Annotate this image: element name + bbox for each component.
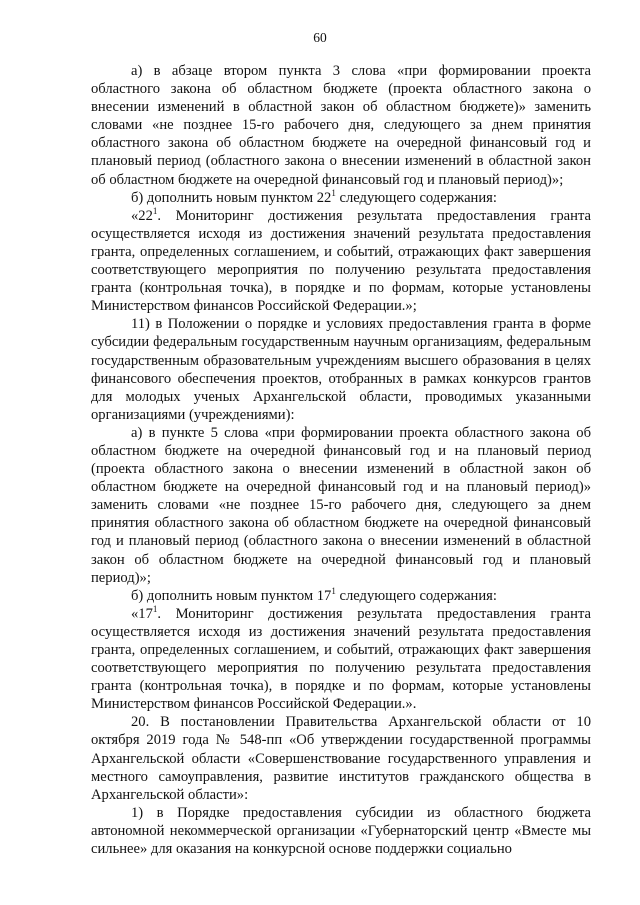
paragraph-17-1 bbox=[91, 605, 591, 714]
paragraph-text: следующего содержания: bbox=[335, 189, 497, 206]
superscript: 1 bbox=[331, 187, 336, 198]
paragraph-1b bbox=[91, 189, 591, 207]
paragraph-20-1: 1) в Порядке предоставления субсидии из областного бюджета автономной некоммерческой организации «Губернаторский центр «Вместе мы сильнее» для оказания на конкурсной основе поддержки социально bbox=[91, 804, 591, 858]
paragraph-text: б) дополнить новым пунктом 22 bbox=[131, 189, 332, 206]
paragraph-text: «22 bbox=[131, 207, 153, 224]
superscript: 1 bbox=[331, 585, 336, 596]
superscript: 1 bbox=[152, 205, 158, 216]
paragraph-text: следующего содержания: bbox=[335, 587, 497, 604]
paragraph-11a: а) в пункте 5 слова «при формировании проекта областного закона об областном бюджете на очередной финансовый год и на плановый период (проекта областного закона о внесении изменений в областной закон об областном бюджете на очередной финансовый год и на плановый период)» заменить словами «не позднее 15-го рабочего дня, следующего за днем принятия областного закона об областном бюджете на очередной финансовый год и плановый период (областного закона о внесении изменений в областной закон об областном бюджете на очередной финансовый год и плановый период)»; bbox=[91, 424, 591, 586]
page-number: 60 bbox=[313, 30, 327, 45]
paragraph-text: . Мониторинг достижения результата предоставления гранта осуществляется исходя из достижения значений результата предоставления гранта, определенных соглашением, и событий, отражающих факт завершения соответствующего мероприятия по получению результата предоставления гранта (контрольная точка), в порядке и по формам, которые установлены Министерством финансов Российской Федерации.»; bbox=[91, 207, 591, 315]
paragraph-text: б) дополнить новым пунктом 17 bbox=[131, 587, 332, 604]
paragraph-11: 11) в Положении о порядке и условиях предоставления гранта в форме субсидии федеральным государственным научным организациям, федеральным государственным образовательным учреждениям высшего образования в целях финансового обеспечения проектов, отобранных в рамках конкурсов грантов для молодых ученых Архангельской области, проводимых указанными организациями (учреждениями): bbox=[91, 316, 591, 423]
paragraph-1a: а) в абзаце втором пункта 3 слова «при формировании проекта областного закона об областном бюджете (проекта областного закона о внесении изменений в областной закон об областном бюджете)» заменить словами «не позднее 15-го рабочего дня, следующего за днем принятия областного закона об областном бюджете на очередной финансовый год и плановый период (областного закона о внесении изменений в областной закон об областном бюджете на очередной финансовый год и плановый период)»; bbox=[91, 63, 591, 188]
paragraph-11b bbox=[91, 587, 591, 605]
paragraph-text: «17 bbox=[131, 605, 153, 622]
document-body bbox=[91, 62, 591, 858]
superscript: 1 bbox=[152, 603, 158, 614]
paragraph-text: . Мониторинг достижения результата предоставления гранта осуществляется исходя из достижения значений результата предоставления гранта, определенных соглашением, и событий, отражающих факт завершения соответствующего мероприятия по получению результата предоставления гранта (контрольная точка), в порядке и по формам, которые установлены Министерством финансов Российской Федерации.». bbox=[91, 605, 591, 713]
paragraph-22-1 bbox=[91, 207, 591, 316]
paragraph-20: 20. В постановлении Правительства Архангельской области от 10 октября 2019 года № 548-пп «Об утверждении государственной программы Архангельской области «Совершенствование государственного управления и местного самоуправления, развитие институтов гражданского общества в Архангельской области»: bbox=[91, 714, 591, 803]
